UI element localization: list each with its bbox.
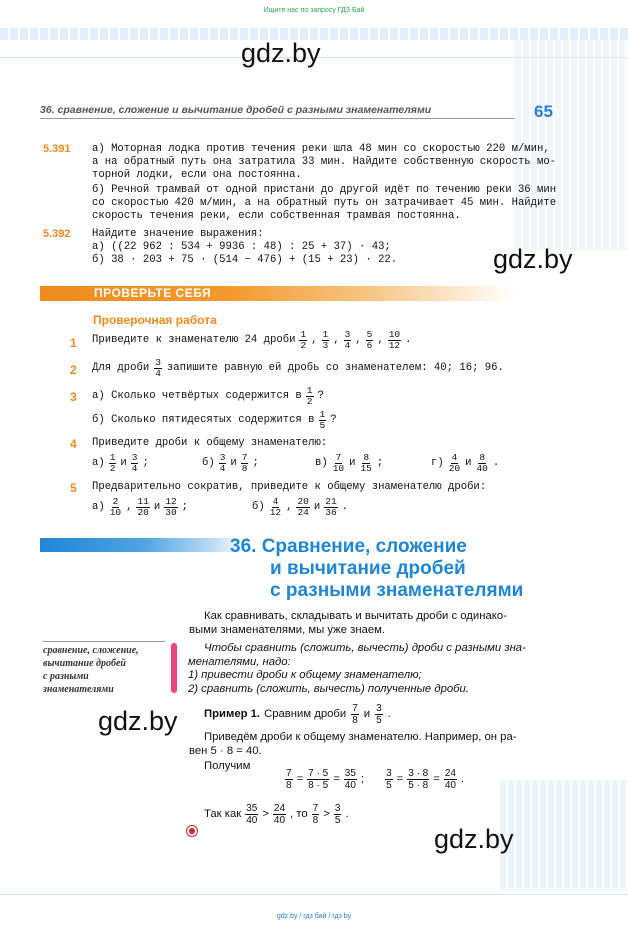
rule-text: Чтобы сравнить (сложить, вычесть) дроби с разными зна- менателями, надо: 1) привести дроби к общему знаменателю; 2) сравнить (сложить, вычесть) полученные дроби.: [188, 642, 526, 695]
running-header: 36. сравнение, сложение и вычитание дробей с разными знаменателями: [40, 104, 515, 119]
watermark: gdz.by: [241, 38, 321, 68]
example-text: Приведём дроби к общему знаменателю. Например, он ра- вен 5 · 8 = 40. Получим: [189, 731, 517, 772]
equation-7-8: 7 8 = 7 · 5 8 · 5 = 35 40 ; 3 5 = 3 · 8 5 · 8 = 24 40 .: [286, 768, 465, 791]
top-link[interactable]: Ищите нас по запросу ГДЗ Бай: [263, 7, 365, 14]
rule-marker: [171, 643, 177, 693]
watermark: gdz.by: [98, 706, 178, 736]
side-note: сравнение, сложение, вычитание дробей с разными знаменателями: [43, 645, 139, 695]
task-3b: б) Сколько пятидесятых содержится в $\frac{1}{5}$ ?: [92, 409, 337, 431]
task-4b: б) $\frac{3}{4}$ и $\frac{7}{8}$ ;: [202, 452, 259, 474]
page-number: 65: [534, 102, 553, 121]
task-4: Приведите дроби к общему знаменателю:: [92, 437, 328, 449]
problem-number: 5.392: [43, 228, 71, 240]
task-number: 2: [70, 363, 77, 377]
watermark: gdz.by: [434, 824, 514, 854]
task-4c: в) $\frac{7}{10}$ и $\frac{8}{15}$ ;: [315, 452, 384, 474]
comparison: Так как 35 40 > 24 40 , то 7 8 > 3 5 .: [204, 803, 349, 826]
task-3a: а) Сколько четвёртых содержится в $\frac{1}{2}$ ?: [92, 385, 324, 407]
task-5a: а) $\frac{2}{10}$ , $\frac{11}{20}$ и $\frac{12}{30}$ ;: [92, 496, 189, 518]
task-5b: б) $\frac{4}{12}$ , $\frac{20}{24}$ и $\frac{21}{36}$ .: [252, 496, 349, 518]
example-1: Пример 1. Сравним дроби 7 8 и 3 5 .: [204, 703, 391, 726]
task-4a: а) $\frac{1}{2}$ и $\frac{3}{4}$ ;: [92, 452, 149, 474]
section-title: 36. Сравнение, сложение и вычитание дробей с разными знаменателями: [230, 536, 524, 601]
task-2: Для дроби $\frac{3}{4}$ запишите равную ей дробь со знаменателем: 40; 16; 96.: [92, 357, 504, 379]
watermark: gdz.by: [493, 244, 573, 274]
check-subtitle: Проверочная работа: [93, 313, 217, 327]
task-number: 3: [70, 390, 77, 404]
task-5: Предварительно сократив, приведите к общему знаменателю дроби:: [92, 481, 487, 493]
task-number: 5: [70, 481, 77, 495]
task-4d: г) $\frac{4}{20}$ и $\frac{8}{40}$ .: [431, 452, 500, 474]
check-banner: ПРОВЕРЬТЕ СЕБЯ: [40, 286, 515, 301]
problem-5391-a: а) Моторная лодка против течения реки шла 48 мин со скоростью 220 м/мин, а на обратный путь она затратила 33 мин. Найдите собственную скорость мо- торной лодки, если она постоянна.: [92, 143, 557, 181]
footer-links[interactable]: gdz.by / гдз бай / гдз by: [276, 913, 352, 920]
problem-number: 5.391: [43, 143, 71, 155]
target-icon: [186, 825, 198, 837]
section-bar: [40, 538, 245, 552]
side-note-divider: [43, 641, 165, 642]
problem-5392: Найдите значение выражения: а) ((22 962 : 534 + 9936 : 48) : 25 + 37) · 43; б) 38 · 203 + 75 · (514 − 476) + (15 + 23) · 22.: [92, 228, 398, 266]
decorative-grid-bottom: [500, 780, 628, 890]
intro-text: Как сравнивать, складывать и вычитать дроби с одинако- выми знаменателями, мы уже знаем.: [189, 610, 507, 636]
problem-5391-b: б) Речной трамвай от одной пристани до другой идёт по течению реки 36 мин со скоростью 420 м/мин, а на обратный путь он затрачивает 45 мин. Найдите скорость течения реки, если собственная трамвая постоянна.: [92, 184, 557, 222]
task-number: 1: [70, 336, 77, 350]
task-1: Приведите к знаменателю 24 дроби $\frac{1}{2}$ , $\frac{1}{3}$ , $\frac{3}{4}$ , $\frac{5}{6}$ , $\frac{10}{12}$ .: [92, 329, 412, 351]
task-number: 4: [70, 437, 77, 451]
